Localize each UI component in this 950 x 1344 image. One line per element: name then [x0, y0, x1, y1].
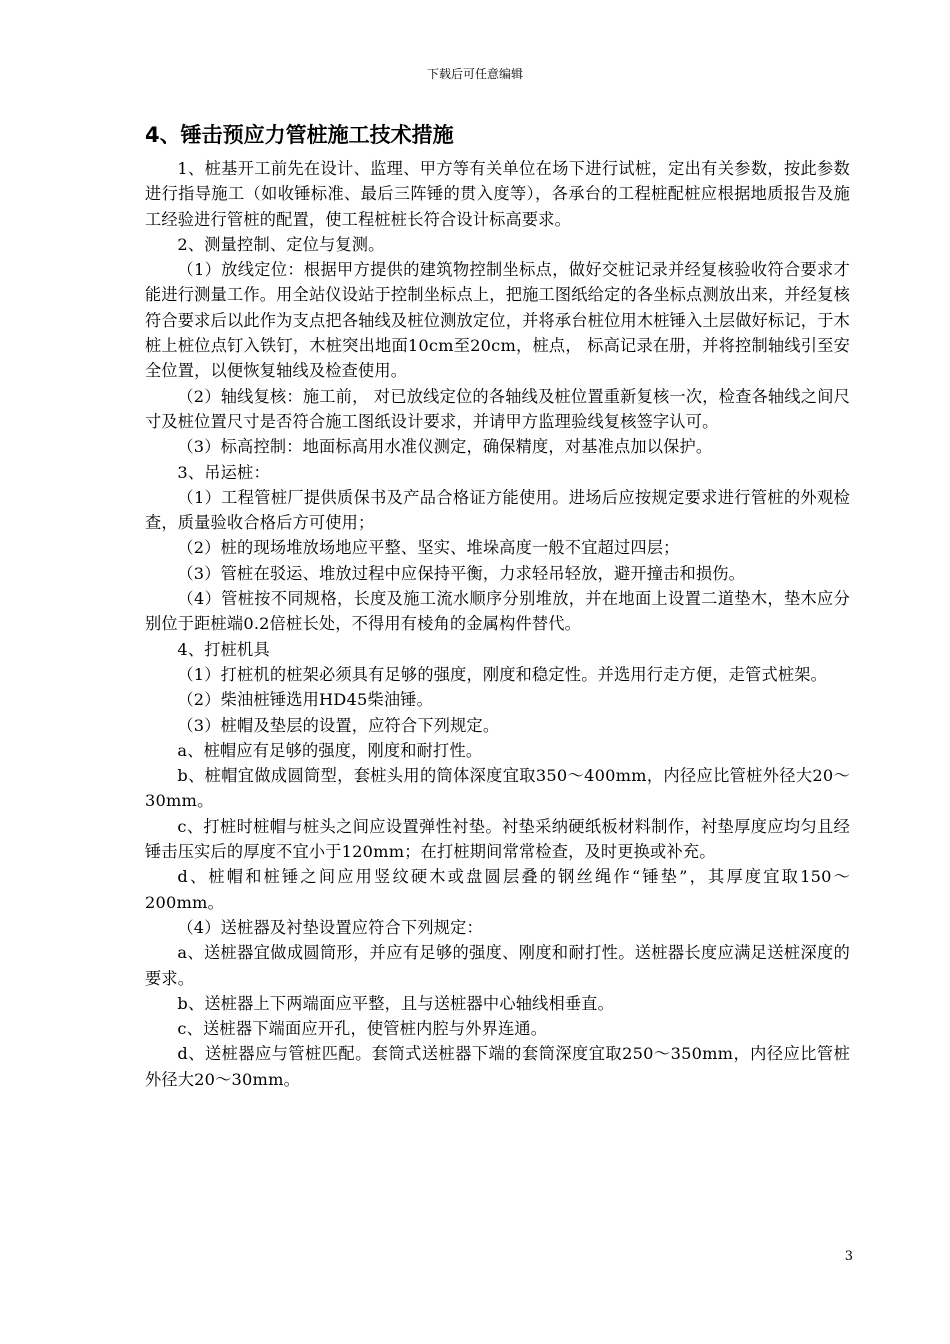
paragraph: 1、桩基开工前先在设计、监理、甲方等有关单位在场下进行试桩，定出有关参数，按此参数进行指导施工（如收锤标准、最后三阵锤的贯入度等），各承台的工程桩配桩应根据地质报告及施工经验进行管桩的配置，使工程桩桩长符合设计标高要求。	[145, 159, 850, 229]
paragraph: （2）柴油桩锤选用HD45柴油锤。	[177, 690, 434, 710]
paragraph: 4、打桩机具	[177, 639, 270, 659]
paragraph: （3）桩帽及垫层的设置，应符合下列规定。	[177, 715, 500, 735]
paragraph: （4）送桩器及衬垫设置应符合下列规定：	[177, 917, 483, 937]
paragraph: a、桩帽应有足够的强度，刚度和耐打性。	[177, 740, 483, 760]
page-header: 下载后可任意编辑	[426, 67, 523, 81]
paragraph: d、桩帽和桩锤之间应用竖纹硬木或盘圆层叠的钢丝绳作“锤垫”，其厚度宜取150～200mm。	[145, 867, 850, 912]
page-number: 3	[844, 1249, 853, 1264]
paragraph: （3）管桩在驳运、堆放过程中应保持平衡，力求轻吊轻放，避开撞击和损伤。	[177, 563, 746, 583]
paragraph: （3）标高控制：地面标高用水准仪测定，确保精度，对基准点加以保护。	[177, 437, 713, 457]
paragraph: c、送桩器下端面应开孔，使管桩内腔与外界连通。	[177, 1019, 548, 1039]
paragraph: c、打桩时桩帽与桩头之间应设置弹性衬垫。衬垫采纳硬纸板材料制作，衬垫厚度应均匀且经锤击压实后的厚度不宜小于120mm；在打桩期间常常检查，及时更换或补充。	[145, 816, 850, 862]
paragraph: a、送桩器宜做成圆筒形，并应有足够的强度、刚度和耐打性。送桩器长度应满足送桩深度的要求。	[145, 943, 850, 988]
paragraph: （1）打桩机的桩架必须具有足够的强度，刚度和稳定性。并选用行走方便，走管式桩架。	[177, 664, 827, 684]
paragraph: （1）工程管桩厂提供质保书及产品合格证方能使用。进场后应按规定要求进行管桩的外观检查，质量验收合格后方可使用；	[145, 487, 850, 533]
paragraph: （4）管桩按不同规格，长度及施工流水顺序分别堆放，并在地面上设置二道垫木，垫木应分别位于距桩端0.2倍桩长处，不得用有棱角的金属构件替代。	[145, 589, 850, 634]
paragraph: 2、测量控制、定位与复测。	[177, 234, 385, 254]
paragraph: （2）轴线复核：施工前， 对已放线定位的各轴线及桩位置重新复核一次，检查各轴线之间尺寸及桩位置尺寸是否符合施工图纸设计要求，并请甲方监理验线复核签字认可。	[145, 386, 850, 431]
paragraph: 3、吊运桩：	[177, 462, 270, 482]
section-title: 4、锤击预应力管桩施工技术措施	[145, 123, 454, 147]
document-body	[145, 118, 850, 1092]
paragraph: b、送桩器上下两端面应平整，且与送桩器中心轴线相垂直。	[177, 993, 615, 1013]
paragraph: b、桩帽宜做成圆筒型，套桩头用的筒体深度宜取350～400mm，内径应比管桩外径大20～30mm。	[145, 766, 850, 811]
paragraph: （2）桩的现场堆放场地应平整、坚实、堆垛高度一般不宜超过四层；	[177, 538, 680, 558]
paragraph: （1）放线定位：根据甲方提供的建筑物控制坐标点，做好交桩记录并经复核验收符合要求才能进行测量工作。用全站仪设站于控制坐标点上，把施工图纸给定的各坐标点测放出来，并经复核符合要求后以此作为支点把各轴线及桩位测放定位，并将承台桩位用木桩锤入土层做好标记，于木桩上桩位点钉入铁钉，木桩突出地面10cm至20cm，桩点， 标高记录在册，并将控制轴线引至安全位置，以便恢复轴线及检查使用。	[145, 260, 850, 381]
paragraph: d、送桩器应与管桩匹配。套筒式送桩器下端的套筒深度宜取250～350mm，内径应比管桩外径大20～30mm。	[145, 1044, 850, 1089]
